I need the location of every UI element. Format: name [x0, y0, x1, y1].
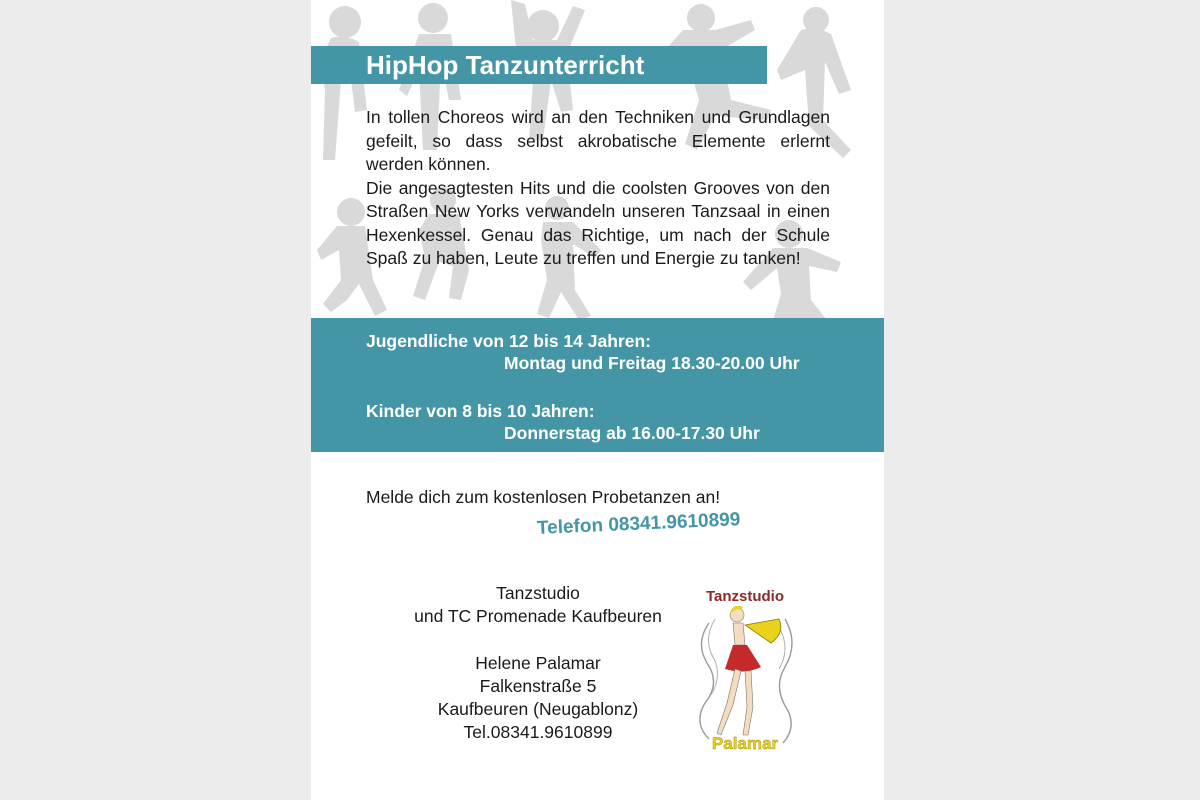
tanzstudio-palamar-logo [687, 583, 803, 755]
phone-number: Telefon 08341.9610899 [536, 509, 741, 539]
schedule-group-2-time: Donnerstag ab 16.00-17.30 Uhr [504, 423, 760, 443]
schedule-group-1-label: Jugendliche von 12 bis 14 Jahren: [366, 331, 651, 351]
schedule-panel [311, 318, 884, 452]
schedule-group-2-label: Kinder von 8 bis 10 Jahren: [366, 401, 595, 421]
logo-top-text: Tanzstudio [705, 588, 785, 605]
schedule-group-1-time: Montag und Freitag 18.30-20.00 Uhr [504, 353, 800, 373]
intro-paragraph-1: In tollen Choreos wird an den Techniken und Grundlagen gefeilt, so dass selbst akrobatische Elemente erlernt werden können. [366, 107, 830, 174]
address-line-5: Kaufbeuren (Neugablonz) [437, 699, 639, 720]
intro-text [366, 106, 830, 271]
title-bar [311, 46, 767, 84]
signup-call-to-action: Melde dich zum kostenlosen Probetanzen an! [366, 487, 721, 507]
contact-address [373, 582, 703, 745]
logo-bottom-text: Palamar [711, 734, 779, 753]
page-title: HipHop Tanzunterricht [366, 50, 645, 80]
address-line-4: Falkenstraße 5 [479, 675, 597, 696]
address-line-1: Tanzstudio [496, 583, 580, 603]
address-line-6: Tel.08341.9610899 [463, 722, 613, 743]
address-line-3: Helene Palamar [475, 652, 601, 673]
address-line-2: und TC Promenade Kaufbeuren [414, 606, 662, 627]
flyer-page [311, 0, 884, 800]
intro-paragraph-2: Die angesagtesten Hits und die coolsten Grooves von den Straßen New Yorks verwandeln unseren Tanzsaal in einen Hexenkessel. Genau das Richtige, um nach der Schule Spaß zu haben, Leute zu treffen und Energie zu tanken! [366, 177, 830, 268]
